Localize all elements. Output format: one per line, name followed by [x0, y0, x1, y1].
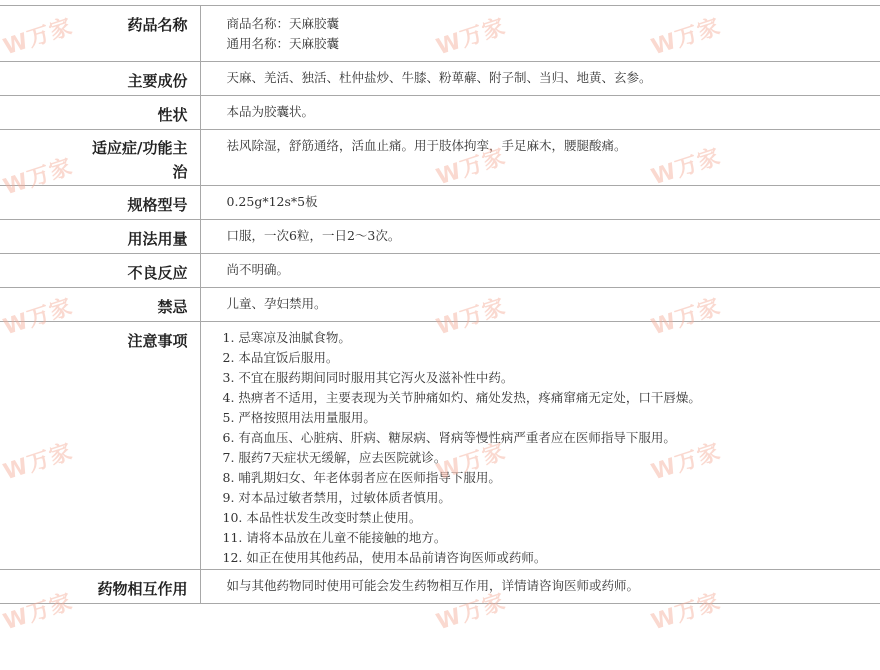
watermark: W万家: [433, 589, 510, 636]
row-precautions: [0, 322, 880, 570]
watermark: W万家: [0, 154, 77, 201]
row-appearance: [0, 96, 880, 130]
label-indications: [0, 130, 200, 186]
precaution-item: 12. 如正在使用其他药品，使用本品前请咨询医师或药师。: [222, 550, 547, 565]
label-ingredients: 主要成份: [0, 62, 200, 96]
precaution-item: 2. 本品宜饭后服用。: [222, 350, 339, 365]
value-dosage: 口服，一次6粒，一日2～3次。: [200, 220, 880, 254]
generic-name-key: 通用名称：: [226, 36, 290, 51]
label-drug-interactions: 药物相互作用: [0, 570, 200, 604]
precaution-item: 3. 不宜在服药期间同时服用其它泻火及滋补性中药。: [222, 370, 514, 385]
watermark: W万家: [648, 14, 725, 61]
label-appearance: 性状: [0, 96, 200, 130]
label-contraindications: 禁忌: [0, 288, 200, 322]
label-indications-line-2: 治: [172, 163, 188, 181]
precaution-item: 8. 哺乳期妇女、年老体弱者应在医师指导下服用。: [222, 470, 501, 485]
precaution-item: 5. 严格按照用法用量服用。: [222, 410, 376, 425]
watermark: W万家: [433, 294, 510, 341]
generic-name-value: 天麻胶囊: [289, 36, 340, 51]
row-ingredients: [0, 62, 880, 96]
trade-name-key: 商品名称：: [226, 16, 290, 31]
watermark: W万家: [0, 294, 77, 341]
watermark: W万家: [648, 294, 725, 341]
row-dosage: [0, 220, 880, 254]
watermark: W万家: [0, 14, 77, 61]
trade-name-value: 天麻胶囊: [289, 16, 340, 31]
label-adverse-reactions: 不良反应: [0, 254, 200, 288]
value-indications: 祛风除湿，舒筋通络，活血止痛。用于肢体拘挛，手足麻木，腰腿酸痛。: [200, 130, 880, 186]
label-specification: 规格型号: [0, 186, 200, 220]
label-indications-line-1: 适应症/功能主: [92, 139, 188, 157]
precaution-item: 11. 请将本品放在儿童不能接触的地方。: [222, 530, 447, 545]
watermark: W万家: [648, 144, 725, 191]
row-indications: [0, 130, 880, 186]
precaution-item: 6. 有高血压、心脏病、肝病、糖尿病、肾病等慢性病严重者应在医师指导下服用。: [222, 430, 676, 445]
precaution-item: 7. 服药7天症状无缓解，应去医院就诊。: [222, 450, 447, 465]
label-dosage: 用法用量: [0, 220, 200, 254]
row-specification: [0, 186, 880, 220]
row-drug-interactions: [0, 570, 880, 604]
drug-spec-table: [0, 5, 880, 604]
generic-name-line: [227, 34, 880, 54]
watermark: W万家: [433, 144, 510, 191]
watermark: W万家: [433, 14, 510, 61]
value-specification: 0.25g*12s*5板: [200, 186, 880, 220]
value-drug-interactions: 如与其他药物同时使用可能会发生药物相互作用，详情请咨询医师或药师。: [200, 570, 880, 604]
row-contraindications: [0, 288, 880, 322]
row-drug-name: [0, 6, 880, 62]
value-ingredients: 天麻、羌活、独活、杜仲盐炒、牛膝、粉萆薢、附子制、当归、地黄、玄参。: [200, 62, 880, 96]
value-appearance: 本品为胶囊状。: [200, 96, 880, 130]
watermark: W万家: [648, 439, 725, 486]
watermark: W万家: [433, 439, 510, 486]
row-adverse-reactions: [0, 254, 880, 288]
watermark: W万家: [648, 589, 725, 636]
precaution-item: 1. 忌寒凉及油腻食物。: [222, 330, 351, 345]
value-adverse-reactions: 尚不明确。: [200, 254, 880, 288]
precaution-item: 4. 热痹者不适用，主要表现为关节肿痛如灼、痛处发热，疼痛窜痛无定处，口干唇燥。: [222, 390, 701, 405]
watermark: W万家: [0, 439, 77, 486]
value-contraindications: 儿童、孕妇禁用。: [200, 288, 880, 322]
trade-name-line: [227, 14, 880, 34]
value-precautions: [200, 322, 880, 570]
label-drug-name: 药品名称: [0, 6, 200, 62]
precaution-item: 10. 本品性状发生改变时禁止使用。: [222, 510, 422, 525]
value-drug-name: [200, 6, 880, 62]
label-precautions: 注意事项: [0, 322, 200, 570]
watermark: W万家: [0, 589, 77, 636]
precaution-item: 9. 对本品过敏者禁用，过敏体质者慎用。: [222, 490, 451, 505]
